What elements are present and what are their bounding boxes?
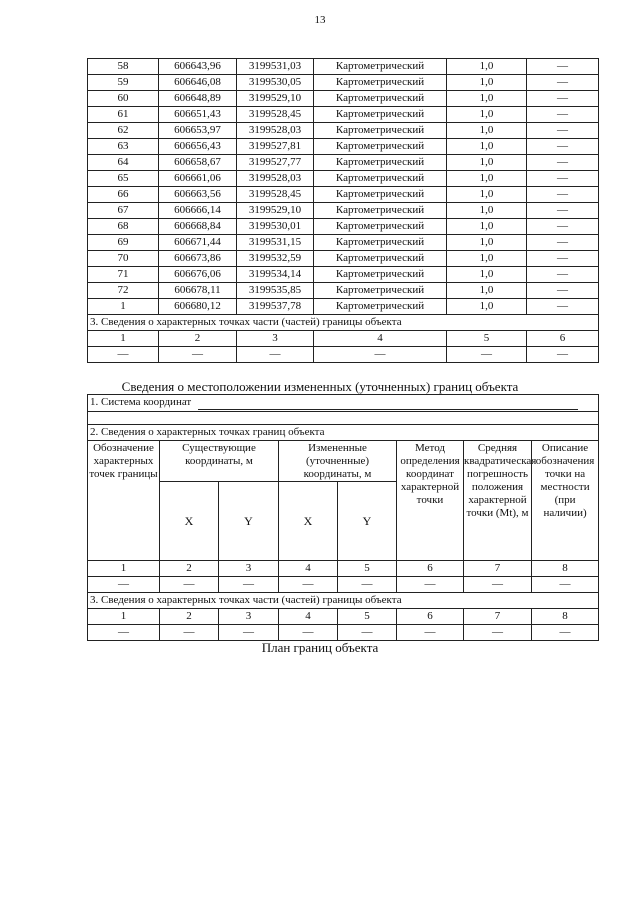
section3-values-row xyxy=(88,625,599,641)
column-number-cell: 2 xyxy=(160,609,219,625)
point-number-cell: 67 xyxy=(88,203,159,219)
section3-title: 3. Сведения о характерных точках части (частей) границы объекта xyxy=(88,315,599,331)
point-number-cell: 59 xyxy=(88,75,159,91)
dash-cell: — xyxy=(279,577,338,593)
section3-numbers-row xyxy=(88,331,599,347)
table-row xyxy=(88,123,599,139)
column-number-cell: 1 xyxy=(88,561,160,577)
coord-y-cell: 3199527,81 xyxy=(237,139,314,155)
table-row xyxy=(88,219,599,235)
point-number-cell: 64 xyxy=(88,155,159,171)
description-cell: — xyxy=(527,155,599,171)
error-cell: 1,0 xyxy=(447,235,527,251)
col-existing-header: Существующие координаты, м xyxy=(160,441,279,482)
coordinate-system-label: 1. Система координат xyxy=(90,396,192,408)
coord-y-cell: 3199528,45 xyxy=(237,107,314,123)
description-cell: — xyxy=(527,251,599,267)
column-number-cell: 1 xyxy=(88,609,160,625)
table-row xyxy=(88,59,599,75)
method-cell: Картометрический xyxy=(314,91,447,107)
coord-y-cell: 3199531,15 xyxy=(237,235,314,251)
changed-y-header: Y xyxy=(338,482,397,561)
dash-cell: — xyxy=(88,577,160,593)
table-row xyxy=(88,235,599,251)
coord-x-cell: 606680,12 xyxy=(159,299,237,315)
coord-x-cell: 606643,96 xyxy=(159,59,237,75)
coord-y-cell: 3199528,45 xyxy=(237,187,314,203)
coord-x-cell: 606656,43 xyxy=(159,139,237,155)
column-number-cell: 1 xyxy=(88,331,159,347)
changed-boundaries-table xyxy=(87,394,599,641)
method-cell: Картометрический xyxy=(314,123,447,139)
dash-cell: — xyxy=(160,625,219,641)
error-cell: 1,0 xyxy=(447,155,527,171)
dash-cell: — xyxy=(447,347,527,363)
table-row xyxy=(88,187,599,203)
method-cell: Картометрический xyxy=(314,59,447,75)
error-cell: 1,0 xyxy=(447,59,527,75)
section3-values-row xyxy=(88,347,599,363)
column-number-cell: 6 xyxy=(397,609,464,625)
error-cell: 1,0 xyxy=(447,139,527,155)
error-cell: 1,0 xyxy=(447,123,527,139)
method-cell: Картометрический xyxy=(314,203,447,219)
column-number-cell: 5 xyxy=(447,331,527,347)
error-cell: 1,0 xyxy=(447,299,527,315)
method-cell: Картометрический xyxy=(314,235,447,251)
section3-title-row xyxy=(88,315,599,331)
col-method-header: Метод определения координат характерной точки xyxy=(397,441,464,561)
point-number-cell: 61 xyxy=(88,107,159,123)
coord-y-cell: 3199529,10 xyxy=(237,91,314,107)
method-cell: Картометрический xyxy=(314,251,447,267)
description-cell: — xyxy=(527,59,599,75)
error-cell: 1,0 xyxy=(447,187,527,203)
dash-cell: — xyxy=(338,577,397,593)
description-cell: — xyxy=(527,75,599,91)
error-cell: 1,0 xyxy=(447,203,527,219)
column-number-cell: 7 xyxy=(464,609,532,625)
coord-y-cell: 3199532,59 xyxy=(237,251,314,267)
coord-y-cell: 3199527,77 xyxy=(237,155,314,171)
description-cell: — xyxy=(527,235,599,251)
coord-x-cell: 606648,89 xyxy=(159,91,237,107)
point-number-cell: 62 xyxy=(88,123,159,139)
column-number-cell: 4 xyxy=(279,609,338,625)
col-error-header: Средняя квадратическая погрешность положения характерной точки (Mt), м xyxy=(464,441,532,561)
dash-cell: — xyxy=(314,347,447,363)
method-cell: Картометрический xyxy=(314,283,447,299)
error-cell: 1,0 xyxy=(447,171,527,187)
column-number-cell: 4 xyxy=(279,561,338,577)
coord-y-cell: 3199535,85 xyxy=(237,283,314,299)
dash-cell: — xyxy=(219,577,279,593)
coord-x-cell: 606666,14 xyxy=(159,203,237,219)
coord-y-cell: 3199531,03 xyxy=(237,59,314,75)
table-row xyxy=(88,283,599,299)
error-cell: 1,0 xyxy=(447,219,527,235)
method-cell: Картометрический xyxy=(314,107,447,123)
column-number-cell: 3 xyxy=(237,331,314,347)
column-number-cell: 6 xyxy=(527,331,599,347)
description-cell: — xyxy=(527,283,599,299)
dash-cell: — xyxy=(338,625,397,641)
coord-x-cell: 606653,97 xyxy=(159,123,237,139)
table-row xyxy=(88,139,599,155)
dash-cell: — xyxy=(279,625,338,641)
section3-title-row xyxy=(88,593,599,609)
dash-cell: — xyxy=(397,625,464,641)
dash-cell: — xyxy=(397,577,464,593)
coord-x-cell: 606658,67 xyxy=(159,155,237,171)
table-row xyxy=(88,107,599,123)
method-cell: Картометрический xyxy=(314,219,447,235)
dash-cell: — xyxy=(88,347,159,363)
existing-y-header: Y xyxy=(219,482,279,561)
dash-cell: — xyxy=(464,625,532,641)
description-cell: — xyxy=(527,203,599,219)
column-number-cell: 5 xyxy=(338,561,397,577)
table-row xyxy=(88,299,599,315)
method-cell: Картометрический xyxy=(314,267,447,283)
dash-cell: — xyxy=(219,625,279,641)
description-cell: — xyxy=(527,171,599,187)
error-cell: 1,0 xyxy=(447,267,527,283)
changed-boundaries-heading: Сведения о местоположении измененных (уточненных) границ объекта xyxy=(121,379,519,394)
coord-y-cell: 3199530,01 xyxy=(237,219,314,235)
table-row xyxy=(88,171,599,187)
description-cell: — xyxy=(527,107,599,123)
error-cell: 1,0 xyxy=(447,75,527,91)
dash-cell: — xyxy=(159,347,237,363)
column-number-cell: 2 xyxy=(159,331,237,347)
dash-cell: — xyxy=(88,625,160,641)
table-row xyxy=(88,203,599,219)
description-cell: — xyxy=(527,123,599,139)
coord-x-cell: 606668,84 xyxy=(159,219,237,235)
description-cell: — xyxy=(527,187,599,203)
error-cell: 1,0 xyxy=(447,251,527,267)
coord-x-cell: 606676,06 xyxy=(159,267,237,283)
point-number-cell: 70 xyxy=(88,251,159,267)
col-designation-header: Обозначение характерных точек границы xyxy=(88,441,160,561)
coord-x-cell: 606663,56 xyxy=(159,187,237,203)
method-cell: Картометрический xyxy=(314,299,447,315)
description-cell: — xyxy=(527,267,599,283)
coord-x-cell: 606651,43 xyxy=(159,107,237,123)
dash-cell: — xyxy=(237,347,314,363)
method-cell: Картометрический xyxy=(314,171,447,187)
page-number: 13 xyxy=(314,14,326,26)
method-cell: Картометрический xyxy=(314,139,447,155)
dash-cell: — xyxy=(160,577,219,593)
point-number-cell: 69 xyxy=(88,235,159,251)
column-number-cell: 8 xyxy=(532,561,599,577)
point-number-cell: 1 xyxy=(88,299,159,315)
section3-title: 3. Сведения о характерных точках части (частей) границы объекта xyxy=(88,593,599,609)
dash-cell: — xyxy=(464,577,532,593)
error-cell: 1,0 xyxy=(447,283,527,299)
coord-y-cell: 3199537,78 xyxy=(237,299,314,315)
coord-x-cell: 606673,86 xyxy=(159,251,237,267)
column-number-cell: 6 xyxy=(397,561,464,577)
column-number-cell: 2 xyxy=(160,561,219,577)
coord-y-cell: 3199528,03 xyxy=(237,123,314,139)
section2-title: 2. Сведения о характерных точках границ объекта xyxy=(88,425,599,441)
point-number-cell: 58 xyxy=(88,59,159,75)
coord-x-cell: 606646,08 xyxy=(159,75,237,91)
description-cell: — xyxy=(527,299,599,315)
coordinate-system-blank xyxy=(198,397,578,410)
coord-x-cell: 606661,06 xyxy=(159,171,237,187)
coord-y-cell: 3199528,03 xyxy=(237,171,314,187)
coord-x-cell: 606678,11 xyxy=(159,283,237,299)
section3-numbers-row xyxy=(88,609,599,625)
table-row xyxy=(88,91,599,107)
boundary-points-table xyxy=(87,58,599,363)
blank-row xyxy=(88,412,599,425)
changed-x-header: X xyxy=(279,482,338,561)
column-number-cell: 7 xyxy=(464,561,532,577)
coordinate-system-row xyxy=(88,395,599,412)
point-number-cell: 65 xyxy=(88,171,159,187)
column-number-cell: 4 xyxy=(314,331,447,347)
description-cell: — xyxy=(527,91,599,107)
column-numbers-row xyxy=(88,561,599,577)
existing-x-header: X xyxy=(160,482,219,561)
coord-y-cell: 3199534,14 xyxy=(237,267,314,283)
table-row xyxy=(88,251,599,267)
table-row xyxy=(88,155,599,171)
point-number-cell: 63 xyxy=(88,139,159,155)
method-cell: Картометрический xyxy=(314,155,447,171)
coord-y-cell: 3199529,10 xyxy=(237,203,314,219)
description-cell: — xyxy=(527,219,599,235)
point-number-cell: 71 xyxy=(88,267,159,283)
point-number-cell: 72 xyxy=(88,283,159,299)
point-number-cell: 66 xyxy=(88,187,159,203)
method-cell: Картометрический xyxy=(314,75,447,91)
dash-cell: — xyxy=(532,577,599,593)
point-number-cell: 60 xyxy=(88,91,159,107)
column-number-cell: 3 xyxy=(219,561,279,577)
table-row xyxy=(88,267,599,283)
col-description-header: Описание обозначения точки на местности (при наличии) xyxy=(532,441,599,561)
error-cell: 1,0 xyxy=(447,107,527,123)
dash-cell: — xyxy=(527,347,599,363)
col-changed-header: Измененные (уточненные) координаты, м xyxy=(279,441,397,482)
coord-x-cell: 606671,44 xyxy=(159,235,237,251)
column-number-cell: 8 xyxy=(532,609,599,625)
column-number-cell: 3 xyxy=(219,609,279,625)
table-row xyxy=(88,75,599,91)
column-number-cell: 5 xyxy=(338,609,397,625)
description-cell: — xyxy=(527,139,599,155)
point-number-cell: 68 xyxy=(88,219,159,235)
method-cell: Картометрический xyxy=(314,187,447,203)
dash-cell: — xyxy=(532,625,599,641)
error-cell: 1,0 xyxy=(447,91,527,107)
plan-heading: План границ объекта xyxy=(261,640,379,655)
values-row xyxy=(88,577,599,593)
coord-y-cell: 3199530,05 xyxy=(237,75,314,91)
